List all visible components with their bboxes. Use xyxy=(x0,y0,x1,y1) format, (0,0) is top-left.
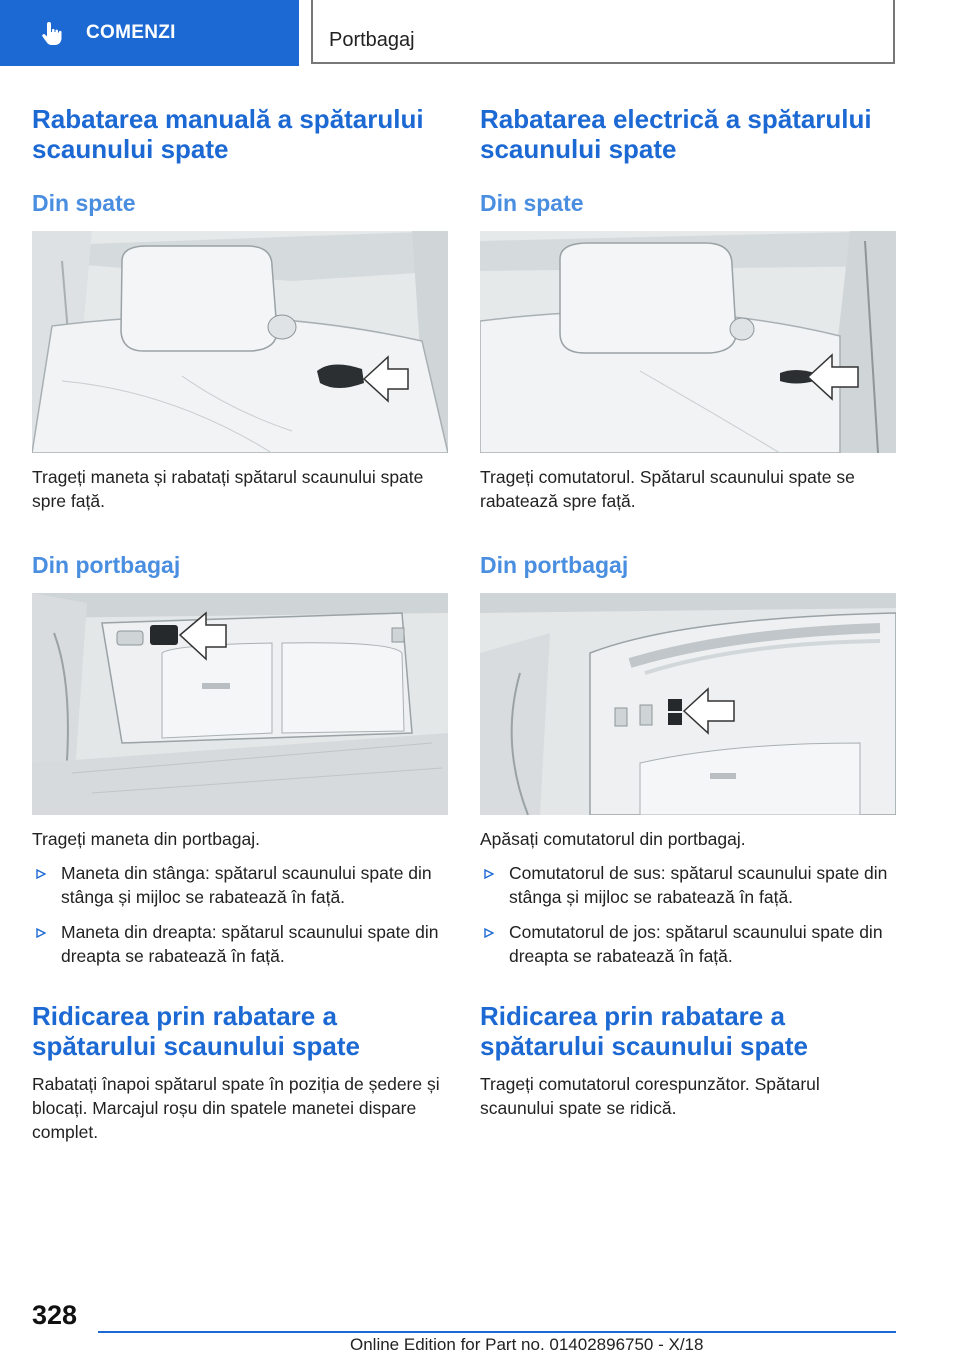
header-section-label: Portbagaj xyxy=(329,29,415,51)
section-title-electric-fold: Rabatarea electrică a spătarului scaunului spate xyxy=(480,104,872,164)
rear-seat-headrest-lever-illustration xyxy=(32,231,448,453)
subheading-from-cargo: Din portbagaj xyxy=(32,552,181,578)
paragraph-from-cargo: Trageți maneta din portbagaj. xyxy=(32,829,260,849)
cargo-area-lever-illustration xyxy=(32,593,448,815)
switch-options-list xyxy=(480,861,896,979)
header-tab-comenzi[interactable] xyxy=(0,0,299,66)
paragraph-raise: Trageți comutatorul corespunzător. Spătarul scaunului spate se ridică. xyxy=(480,1074,820,1118)
page-number: 328 xyxy=(32,1300,78,1330)
paragraph-from-rear: Trageți maneta și rabatați spătarul scaunului spate spre față. xyxy=(32,467,424,511)
list-item xyxy=(480,861,896,909)
section-title-raise: Ridicarea prin rabatare a spătarului scaunului spate xyxy=(32,1001,360,1061)
subheading-from-cargo: Din portbagaj xyxy=(480,552,629,578)
triangle-bullet-icon xyxy=(36,928,46,938)
paragraph-from-cargo: Apăsați comutatorul din portbagaj. xyxy=(480,829,746,849)
paragraph-from-rear: Trageți comutatorul. Spătarul scaunului spate se rabatează spre față. xyxy=(480,467,855,511)
list-item-text: Maneta din stânga: spătarul scaunului spate din stânga și mijloc se rabatează în față. xyxy=(61,863,432,907)
footer-divider xyxy=(98,1331,896,1333)
list-item xyxy=(32,861,448,909)
subheading-from-rear: Din spate xyxy=(32,190,136,216)
section-title-raise: Ridicarea prin rabatare a spătarului scaunului spate xyxy=(480,1001,808,1061)
hand-pointer-icon xyxy=(38,19,66,47)
section-title-manual-fold: Rabatarea manuală a spătarului scaunului spate xyxy=(32,104,424,164)
rear-seat-switch-illustration xyxy=(480,231,896,453)
list-item-text: Maneta din dreapta: spătarul scaunului spate din dreapta se rabatează în față. xyxy=(61,922,439,966)
subheading-from-rear: Din spate xyxy=(480,190,584,216)
paragraph-raise: Rabatați înapoi spătarul spate în poziția de ședere și blocați. Marcajul roșu din spatele manetei dispare complet. xyxy=(32,1074,440,1142)
list-item xyxy=(32,920,448,968)
list-item xyxy=(480,920,896,968)
list-item-text: Comutatorul de sus: spătarul scaunului spate din stânga și mijloc se rabatează în față. xyxy=(509,863,888,907)
triangle-bullet-icon xyxy=(484,869,494,879)
header-section xyxy=(311,0,895,64)
list-item-text: Comutatorul de jos: spătarul scaunului spate din dreapta se rabatează în față. xyxy=(509,922,883,966)
header-tab-label: COMENZI xyxy=(86,22,176,43)
cargo-area-switch-illustration xyxy=(480,593,896,815)
triangle-bullet-icon xyxy=(484,928,494,938)
footer-edition-text: Online Edition for Part no. 01402896750 - X/18 xyxy=(350,1335,704,1354)
lever-options-list xyxy=(32,861,448,979)
triangle-bullet-icon xyxy=(36,869,46,879)
